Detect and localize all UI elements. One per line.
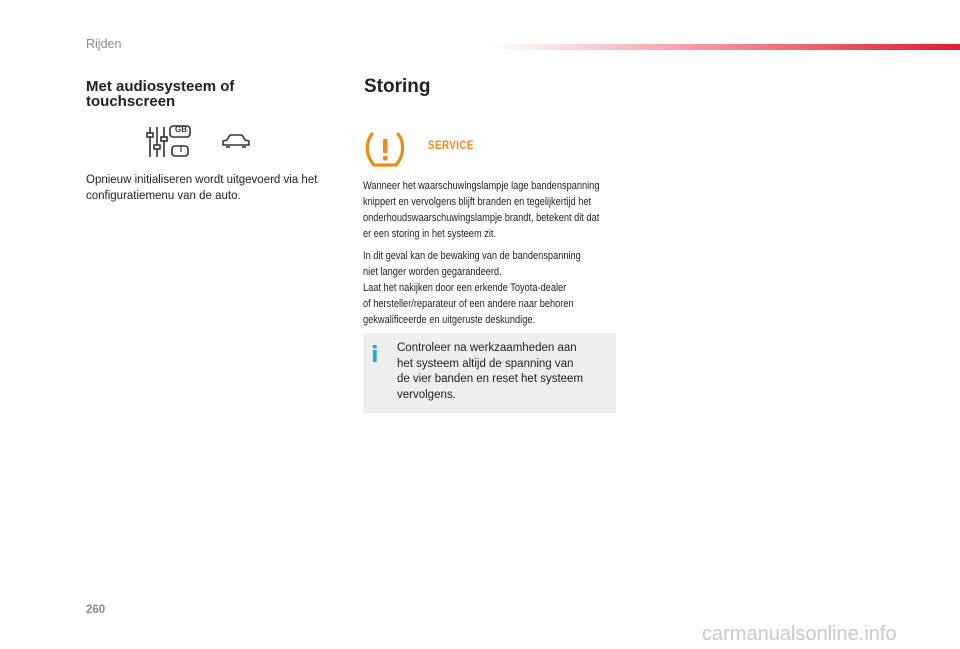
info-text [397, 341, 602, 403]
car-icon [221, 132, 251, 155]
paragraph2-line: In dit geval kan de bewaking van de bandenspanning [363, 250, 581, 262]
left-heading-line1: Met audiosysteem of [86, 78, 235, 95]
paragraph2-line: gekwalificeerde en uitgeruste deskundige. [363, 314, 536, 326]
info-box [363, 333, 616, 413]
page-number: 260 [86, 604, 106, 616]
left-heading-line2: touchscreen [86, 93, 176, 110]
info-icon: i [371, 343, 379, 368]
settings-sliders-icon [146, 125, 192, 164]
paragraph1-line: Wanneer het waarschuwingslampje lage bandenspanning [363, 180, 600, 192]
watermark: carmanualsonline.info [702, 623, 897, 645]
paragraph2-line: of hersteller/reparateur of een andere naar behoren [363, 298, 574, 310]
section-title: Rijden [86, 37, 122, 51]
service-label: SERVICE [428, 138, 474, 152]
paragraph2-line: Laat het nakijken door een erkende Toyota-dealer [363, 282, 567, 294]
paragraph2-line: niet langer worden gegarandeerd. [363, 266, 502, 278]
storing-paragraph-1 [363, 178, 599, 242]
badge-bottom-label: I [179, 145, 183, 154]
left-paragraph-line2: configuratiemenu van de auto. [86, 189, 241, 202]
info-line: de vier banden en reset het systeem [397, 373, 584, 385]
tire-pressure-warning-icon [365, 131, 405, 174]
paragraph1-line: onderhoudswaarschuwingslampje brandt, betekent dit dat [363, 212, 600, 224]
storing-paragraph-2 [363, 248, 581, 328]
info-line: het systeem altijd de spanning van [397, 357, 574, 370]
info-line: vervolgens. [397, 388, 456, 401]
paragraph1-line: knippert en vervolgens blijft branden en tegelijkertijd het [363, 196, 592, 208]
left-heading [86, 79, 286, 109]
info-line: Controleer na werkzaamheden aan [397, 342, 577, 354]
left-paragraph-line1: Opnieuw initialiseren wordt uitgevoerd via het [86, 174, 318, 186]
paragraph1-line: er een storing in het systeem zit. [363, 228, 497, 240]
badge-top-label: GB [175, 125, 187, 134]
header-accent-bar [490, 44, 960, 50]
storing-heading: Storing [364, 76, 431, 97]
left-paragraph [86, 173, 346, 204]
